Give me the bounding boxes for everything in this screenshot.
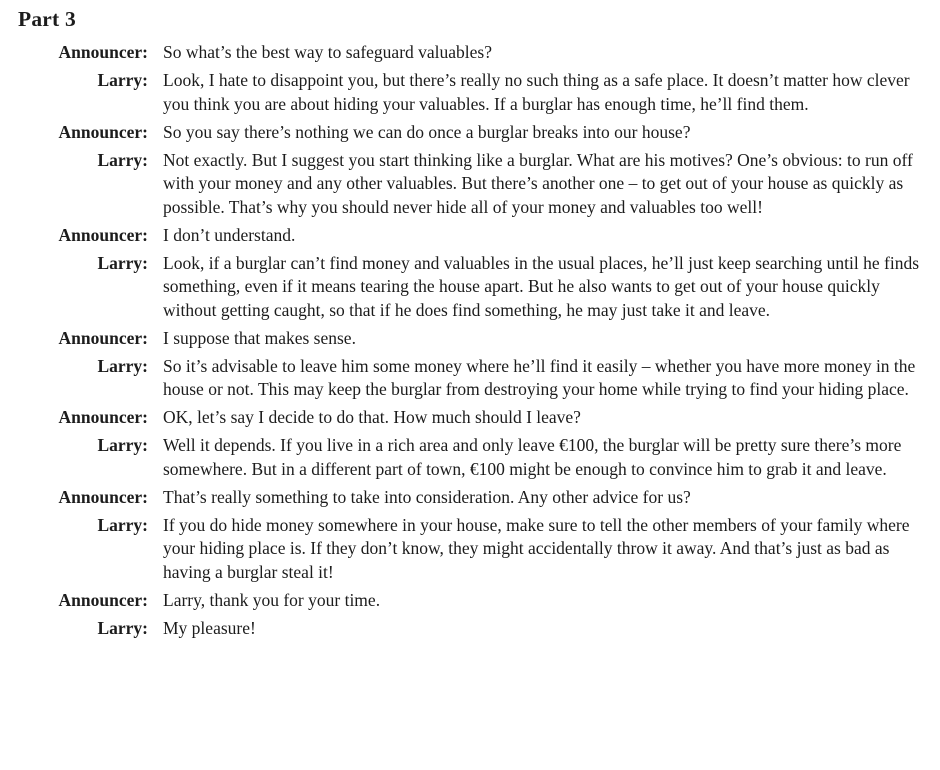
dialogue-turn [16, 41, 926, 65]
dialogue-text: Look, I hate to disappoint you, but there’s really no such thing as a safe place. It doesn’t matter how clever you think you are about hiding your valuables. If a burglar has enough time, he’ll find them. [163, 70, 910, 114]
dialogue-text: My pleasure! [163, 617, 256, 638]
speaker-label: Larry: [97, 617, 148, 638]
dialogue-text: So what’s the best way to safeguard valuables? [163, 42, 493, 62]
speaker-label: Announcer: [58, 42, 148, 62]
dialogue-text: I don’t understand. [163, 224, 296, 245]
dialogue-turn [16, 589, 926, 613]
dialogue-transcript [16, 41, 926, 640]
dialogue-text: That’s really something to take into consideration. Any other advice for us? [163, 486, 691, 507]
speaker-label: Announcer: [58, 121, 148, 142]
dialogue-turn [16, 252, 926, 323]
dialogue-turn [16, 406, 926, 430]
dialogue-turn [16, 617, 926, 641]
speaker-label: Larry: [97, 514, 148, 535]
dialogue-text: So it’s advisable to leave him some money where he’ll find it easily – whether you have more money in the house or not. This may keep the burglar from destroying your home while trying to find your hiding place. [163, 355, 916, 399]
speaker-label: Larry: [97, 355, 148, 376]
dialogue-text: Well it depends. If you live in a rich area and only leave €100, the burglar will be pretty sure there’s more somewhere. But in a different part of town, €100 might be enough to convince him to grab it and leave. [163, 435, 902, 479]
dialogue-text: OK, let’s say I decide to do that. How much should I leave? [163, 407, 581, 427]
dialogue-turn [16, 514, 926, 585]
dialogue-turn [16, 149, 926, 220]
dialogue-text: If you do hide money somewhere in your house, make sure to tell the other members of your family where your hiding place is. If they don’t know, they might accidentally throw it away. And that’s just as bad as having a burglar steal it! [163, 514, 910, 582]
dialogue-turn [16, 224, 926, 248]
page-title: Part 3 [18, 7, 76, 31]
dialogue-turn [16, 327, 926, 351]
dialogue-text: Not exactly. But I suggest you start thinking like a burglar. What are his motives? One’s obvious: to run off with your money and any other valuables. But there’s another one – to get out of your house as quickly as possible. That’s why you should never hide all of your money and valuables too well! [163, 149, 913, 217]
speaker-label: Larry: [97, 149, 148, 170]
dialogue-turn [16, 69, 926, 116]
speaker-label: Announcer: [58, 327, 148, 348]
dialogue-text: So you say there’s nothing we can do once a burglar breaks into our house? [163, 121, 691, 142]
dialogue-turn [16, 121, 926, 145]
dialogue-text: I suppose that makes sense. [163, 327, 356, 348]
dialogue-turn [16, 486, 926, 510]
dialogue-text: Look, if a burglar can’t find money and valuables in the usual places, he’ll just keep searching until he finds something, even if it means tearing the house apart. But he also wants to get out of your house quickly without getting caught, so that if he does find something, he may just take it and leave. [163, 252, 920, 320]
speaker-label: Announcer: [58, 224, 148, 245]
speaker-label: Larry: [97, 435, 148, 455]
dialogue-text: Larry, thank you for your time. [163, 589, 381, 610]
speaker-label: Announcer: [58, 486, 148, 507]
dialogue-turn [16, 434, 926, 481]
speaker-label: Announcer: [58, 407, 148, 427]
speaker-label: Larry: [97, 70, 148, 90]
speaker-label: Larry: [97, 252, 148, 273]
speaker-label: Announcer: [58, 589, 148, 610]
dialogue-turn [16, 355, 926, 402]
